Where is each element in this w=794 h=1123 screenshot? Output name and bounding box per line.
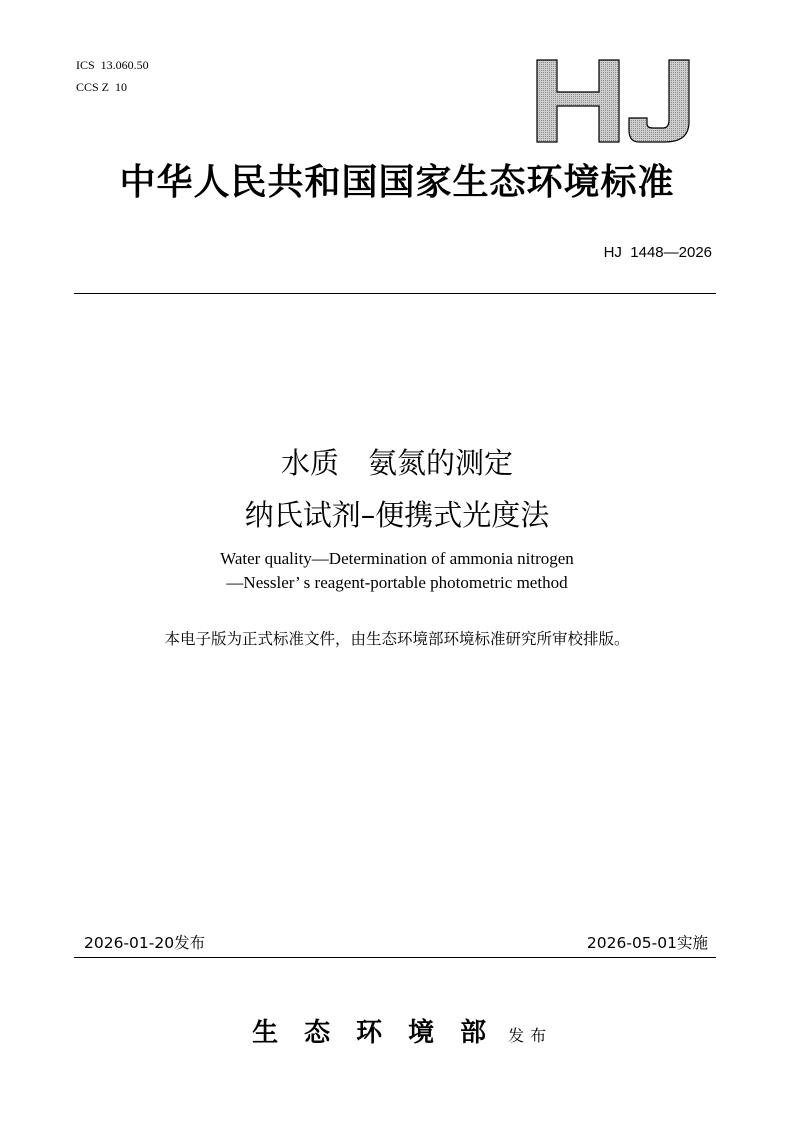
hj-logo bbox=[533, 56, 703, 146]
ccs-code: CCS Z 10 bbox=[76, 80, 128, 94]
chinese-title-line-1: 水质 氨氮的测定 bbox=[280, 446, 513, 480]
hj-logo-text: HJ bbox=[533, 56, 535, 57]
national-standard-title: 中华人民共和国国家生态环境标准 bbox=[119, 161, 675, 203]
standard-number: HJ 1448—2026 bbox=[603, 244, 712, 261]
issue-date: 2026-01-20发布 bbox=[84, 934, 206, 952]
footer-divider bbox=[74, 957, 716, 958]
publisher-row bbox=[0, 993, 794, 1049]
publisher-action: 发布 bbox=[508, 1026, 553, 1045]
hj-logo-j bbox=[629, 60, 689, 142]
publisher-name: 生态环境部 bbox=[252, 1018, 513, 1048]
header-divider bbox=[74, 293, 716, 294]
effective-date: 2026-05-01实施 bbox=[586, 934, 708, 952]
chinese-title-line-2: 纳氏试剂–便携式光度法 bbox=[244, 498, 550, 532]
ics-code: ICS 13.060.50 bbox=[76, 58, 149, 72]
english-title-line-1: Water quality—Determination of ammonia nitrogen bbox=[220, 549, 574, 568]
electronic-edition-notice: 本电子版为正式标准文件，由生态环境部环境标准研究所审校排版。 bbox=[164, 630, 630, 648]
hj-logo-h bbox=[537, 60, 619, 142]
english-title-line-2: —Nessler’ s reagent-portable photometric method bbox=[226, 573, 568, 592]
